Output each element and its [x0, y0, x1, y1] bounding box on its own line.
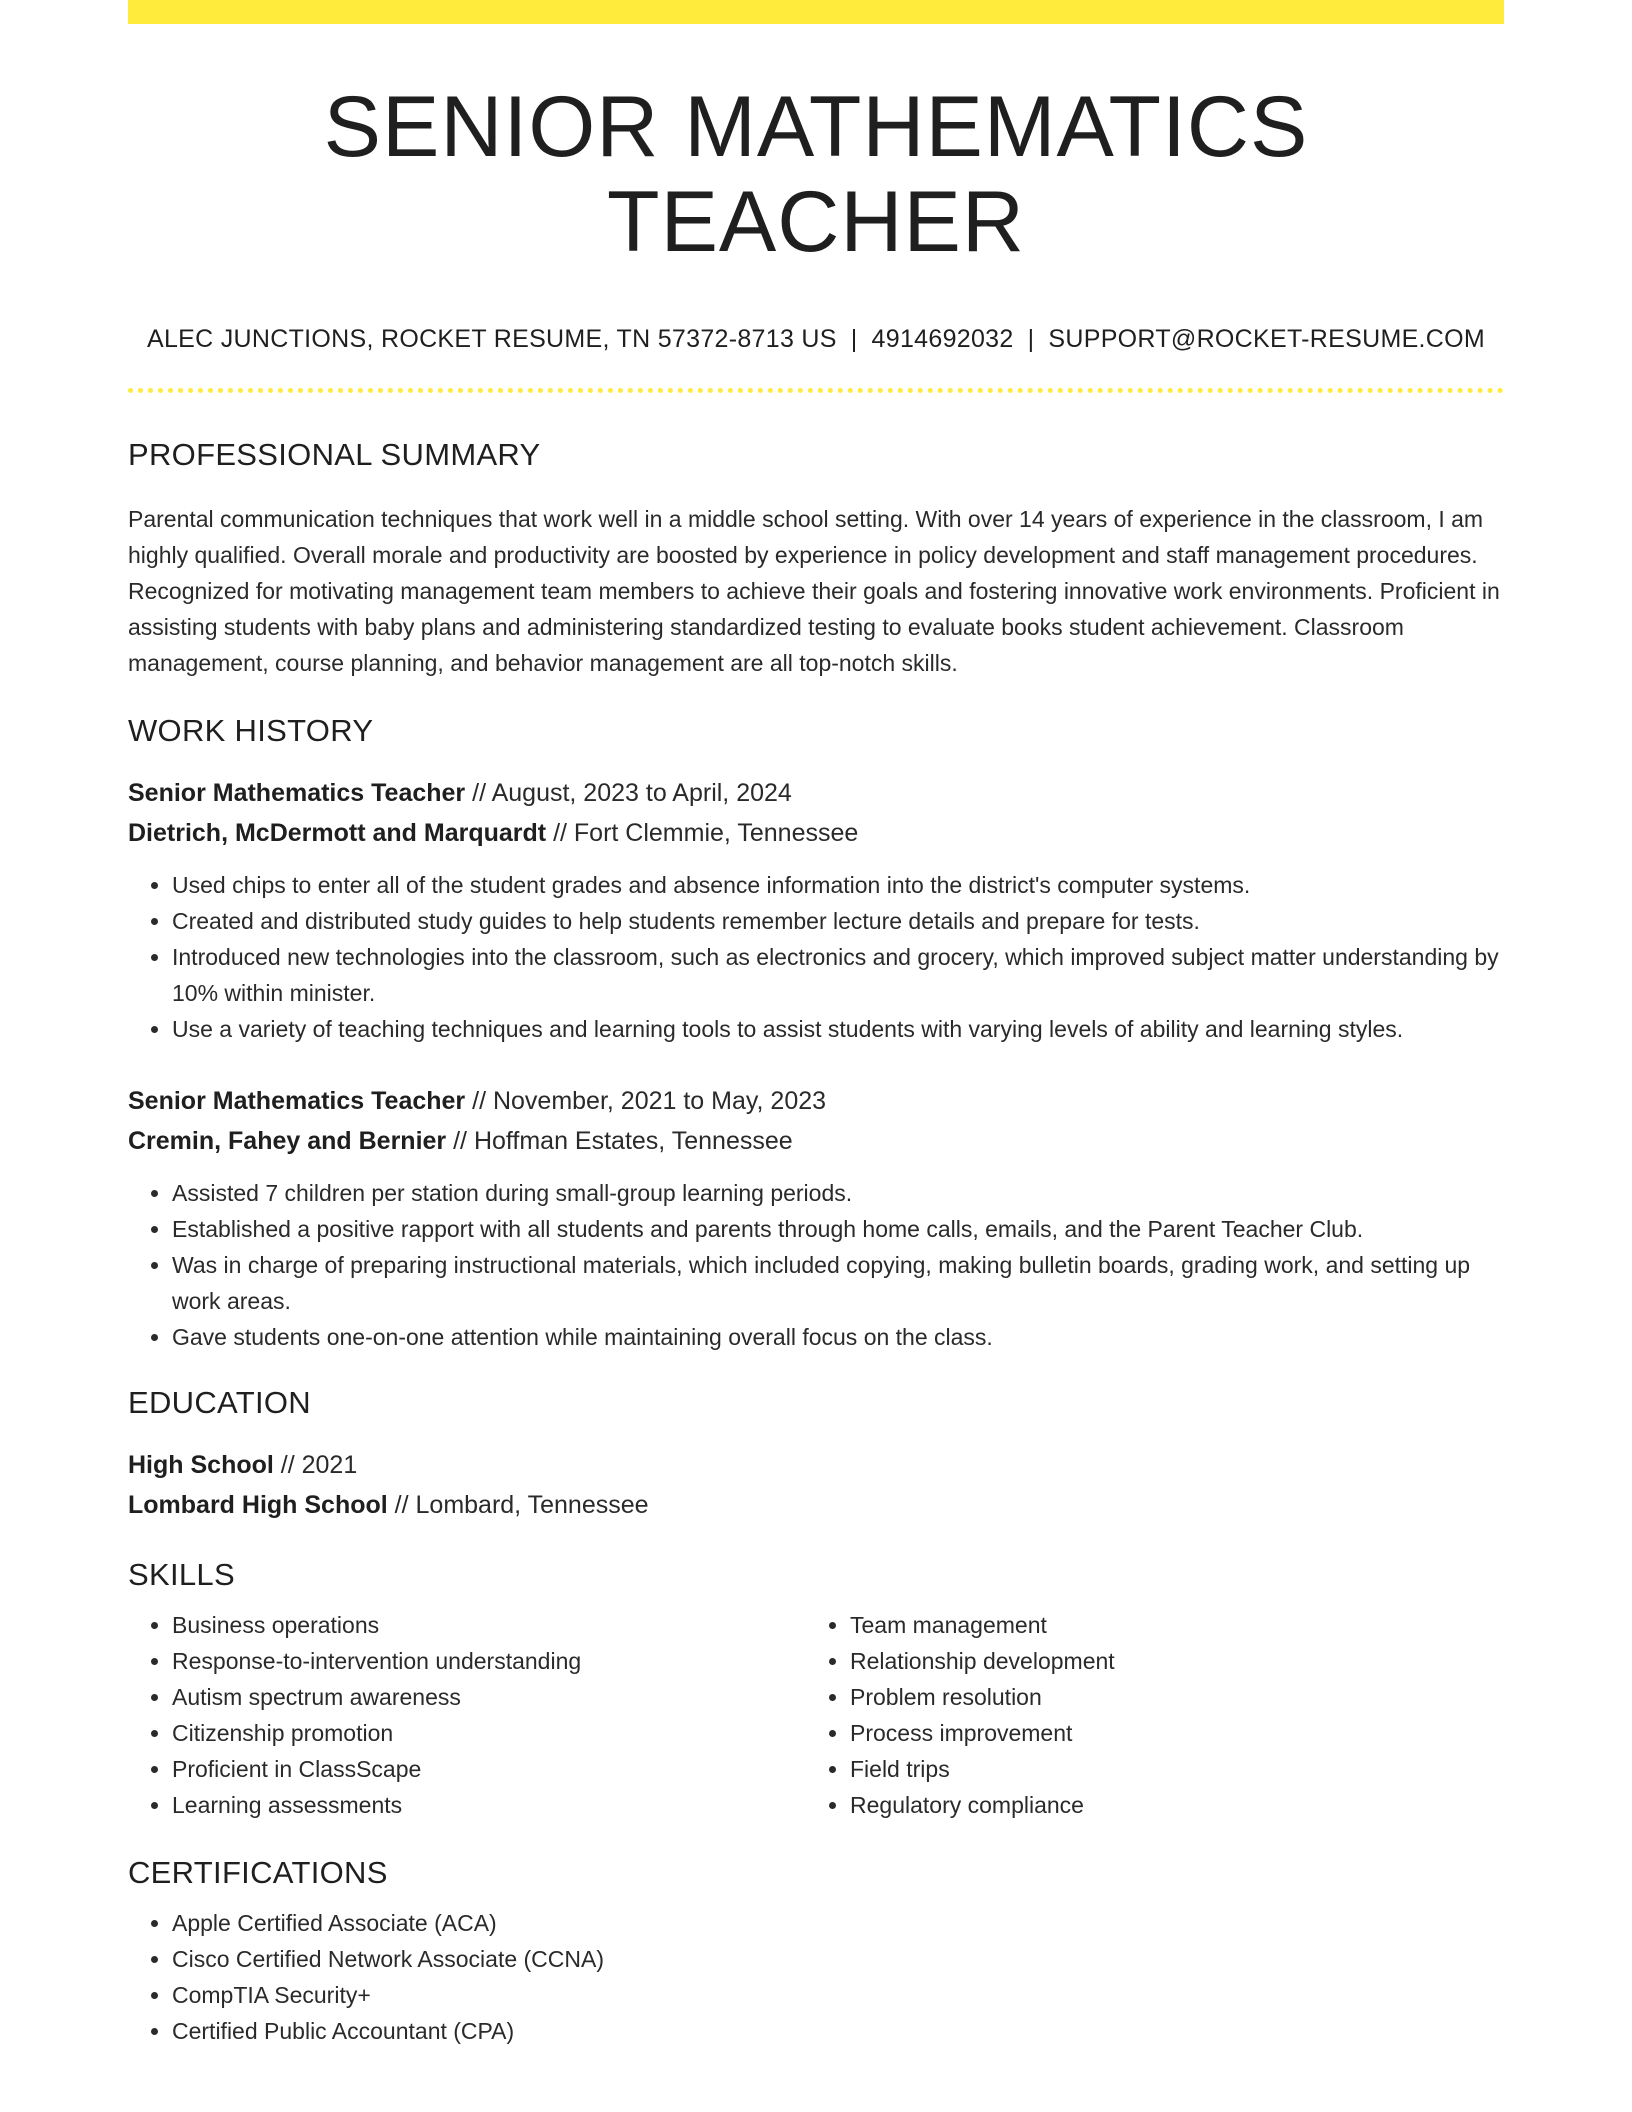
education-entry — [128, 1445, 1504, 1525]
summary-text: Parental communication techniques that work well in a middle school setting. With over 14 years of experience in the classroom, I am highly qualified. Overall morale and productivity are boosted by experience in policy development and staff management procedures. Recognized for motivating management team members to achieve their goals and fostering innovative work environments. Proficient in assisting students with baby plans and administering standardized testing to evaluate books student achievement. Classroom management, course planning, and behavior management are all top-notch skills. — [128, 506, 1500, 677]
summary-heading: PROFESSIONAL SUMMARY — [128, 437, 541, 473]
certification-item: • Cisco Certified Network Associate (CCNA) — [172, 1941, 1504, 1977]
education-year: // 2021 — [280, 1451, 358, 1480]
contact-email: SUPPORT@ROCKET-RESUME.COM — [1048, 325, 1486, 354]
skills-grid — [128, 1607, 1504, 1823]
education-degree: High School — [128, 1451, 274, 1480]
job-bullet: • Established a positive rapport with all students and parents through home calls, emails, and the Parent Teacher Club. — [172, 1211, 1504, 1247]
job-entry — [128, 773, 1504, 1047]
certifications-list — [128, 1905, 1504, 2049]
job-bullets — [128, 867, 1504, 1047]
job-location: // Fort Clemmie, Tennessee — [553, 819, 859, 848]
job-dates: // August, 2023 to April, 2024 — [472, 779, 792, 808]
skill-item: • Response-to-intervention understanding — [172, 1643, 806, 1679]
skill-item: • Process improvement — [850, 1715, 1484, 1751]
education-school-line — [128, 1485, 1504, 1525]
skill-item: • Team management — [850, 1607, 1484, 1643]
skill-item: • Citizenship promotion — [172, 1715, 806, 1751]
skills-heading: SKILLS — [128, 1557, 235, 1593]
resume-title: SENIOR MATHEMATICS TEACHER — [323, 79, 1309, 270]
job-location: // Hoffman Estates, Tennessee — [453, 1127, 793, 1156]
resume-page — [128, 0, 1504, 2049]
job-bullet: • Use a variety of teaching techniques and learning tools to assist students with varying levels of ability and learning styles. — [172, 1011, 1504, 1047]
job-employer: Dietrich, McDermott and Marquardt — [128, 819, 547, 848]
contact-line — [128, 325, 1504, 354]
education-school: Lombard High School — [128, 1491, 388, 1520]
certification-item: • Certified Public Accountant (CPA) — [172, 2013, 1504, 2049]
job-employer: Cremin, Fahey and Bernier — [128, 1127, 447, 1156]
skills-column-right — [806, 1607, 1484, 1823]
job-employer-line — [128, 1121, 1504, 1161]
job-bullet: • Assisted 7 children per station during small-group learning periods. — [172, 1175, 1504, 1211]
job-bullet: • Introduced new technologies into the classroom, such as electronics and grocery, which improved subject matter understanding by 10% within minister. — [172, 939, 1504, 1011]
skills-list — [806, 1607, 1484, 1823]
contact-separator: | — [850, 325, 858, 354]
skill-item: • Proficient in ClassScape — [172, 1751, 806, 1787]
job-entry — [128, 1081, 1504, 1355]
job-dates: // November, 2021 to May, 2023 — [472, 1087, 827, 1116]
work-history-heading: WORK HISTORY — [128, 713, 374, 749]
skill-item: • Autism spectrum awareness — [172, 1679, 806, 1715]
skill-item: • Regulatory compliance — [850, 1787, 1484, 1823]
job-bullet: • Gave students one-on-one attention while maintaining overall focus on the class. — [172, 1319, 1504, 1355]
skill-item: • Problem resolution — [850, 1679, 1484, 1715]
job-title: Senior Mathematics Teacher — [128, 1087, 466, 1116]
skill-item: • Learning assessments — [172, 1787, 806, 1823]
job-title-line — [128, 773, 1504, 813]
skills-list — [128, 1607, 806, 1823]
job-employer-line — [128, 813, 1504, 853]
skill-item: • Field trips — [850, 1751, 1484, 1787]
education-degree-line — [128, 1445, 1504, 1485]
skill-item: • Business operations — [172, 1607, 806, 1643]
job-bullet: • Created and distributed study guides to help students remember lecture details and prepare for tests. — [172, 903, 1504, 939]
skills-column-left — [128, 1607, 806, 1823]
job-bullet: • Used chips to enter all of the student grades and absence information into the district's computer systems. — [172, 867, 1504, 903]
top-accent-bar — [128, 0, 1504, 24]
contact-address: ALEC JUNCTIONS, ROCKET RESUME, TN 57372-8713 US — [146, 325, 837, 354]
certification-item: • CompTIA Security+ — [172, 1977, 1504, 2013]
job-title: Senior Mathematics Teacher — [128, 779, 466, 808]
contact-phone: 4914692032 — [871, 325, 1014, 354]
job-bullet: • Was in charge of preparing instructional materials, which included copying, making bulletin boards, grading work, and setting up work areas. — [172, 1247, 1504, 1319]
dotted-divider — [128, 388, 1504, 393]
education-heading: EDUCATION — [128, 1385, 311, 1421]
job-title-line — [128, 1081, 1504, 1121]
education-location: // Lombard, Tennessee — [394, 1491, 649, 1520]
job-bullets — [128, 1175, 1504, 1355]
certifications-heading: CERTIFICATIONS — [128, 1855, 388, 1891]
contact-separator: | — [1027, 325, 1035, 354]
skill-item: • Relationship development — [850, 1643, 1484, 1679]
certification-item: • Apple Certified Associate (ACA) — [172, 1905, 1504, 1941]
